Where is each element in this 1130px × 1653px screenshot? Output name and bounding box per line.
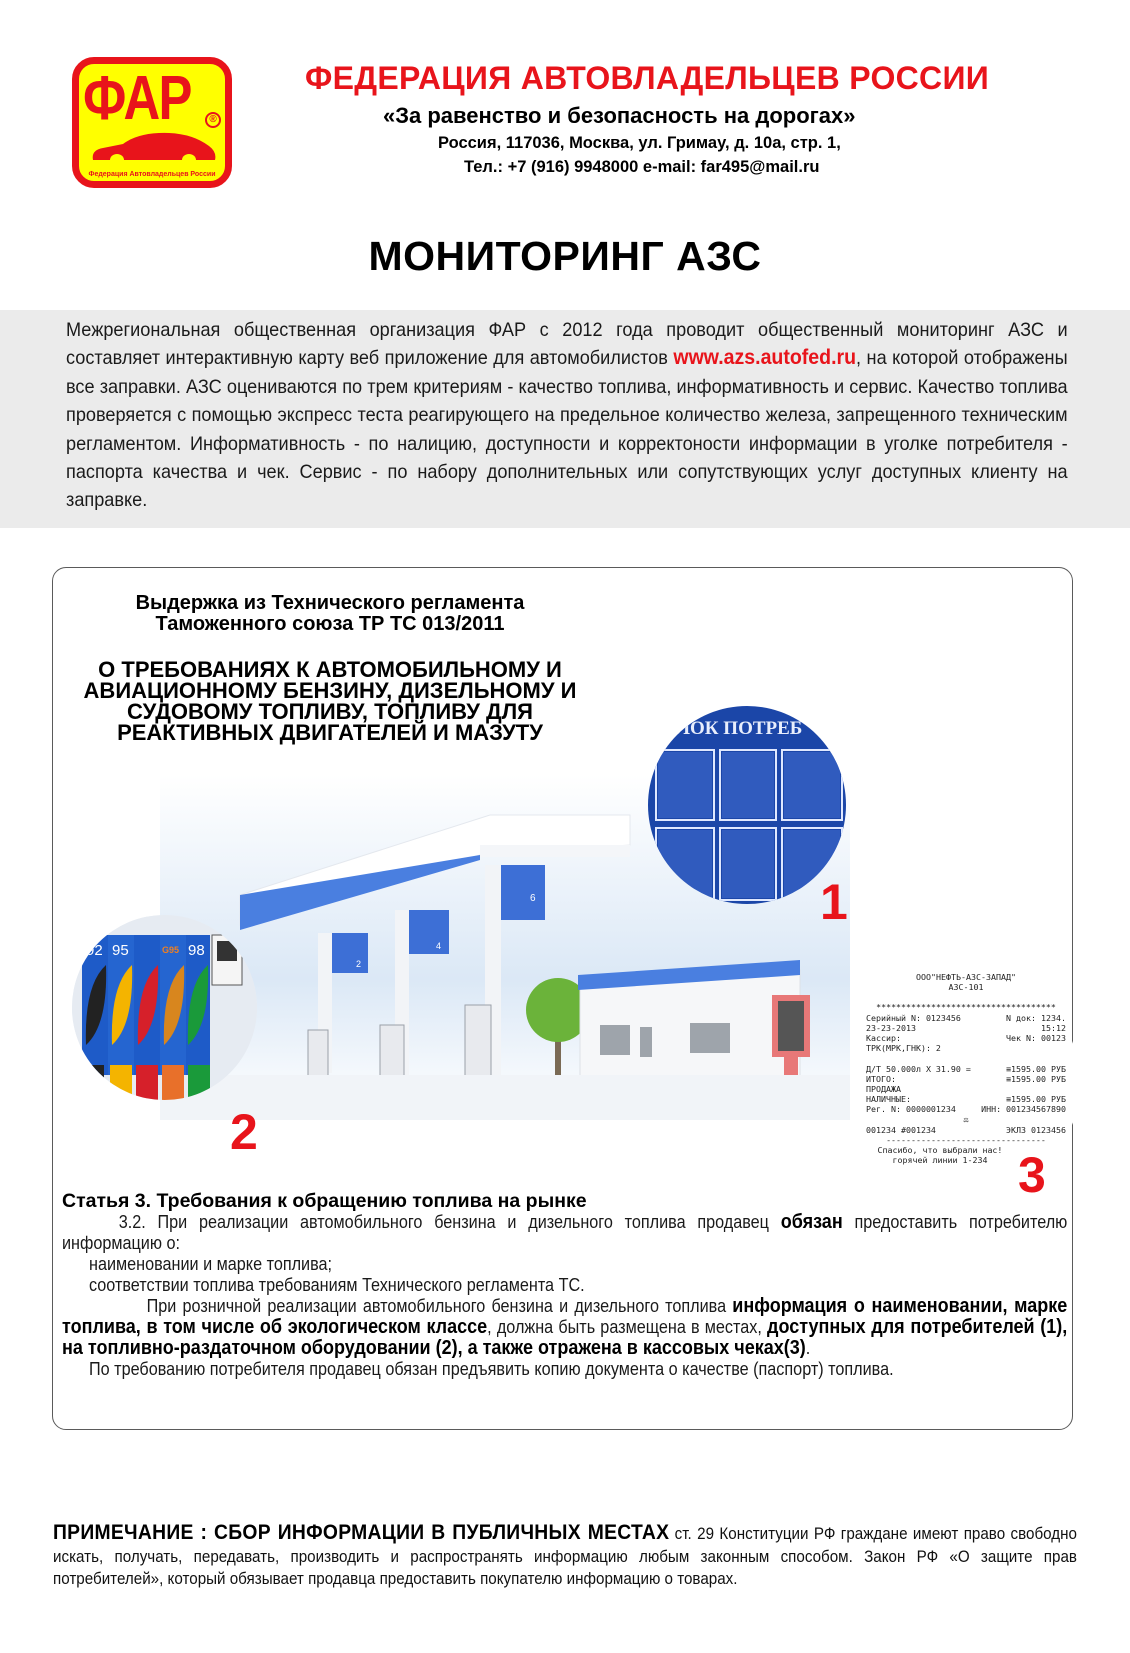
receipt-row (866, 1023, 1066, 1033)
receipt-footer-left: 001234 #001234 (866, 1124, 936, 1135)
receipt-label: 23-23-2013 (866, 1022, 916, 1033)
marker-3: 3 (1018, 1147, 1046, 1203)
receipt-value: ≡1595.00 РУБ (1006, 1073, 1066, 1084)
fuel-pump-photo (72, 915, 257, 1100)
article-paragraph-3: По требованию потребителя продавец обязан предъявить копию документа о качестве (паспорт) топлива. (89, 1359, 894, 1379)
regulation-heading (60, 593, 600, 635)
p2-bold-2: доступных для потребителей (1), на топливно-раздаточном оборудовании (2), а также отражена в кассовых чеках(3) (62, 1316, 1068, 1359)
ground (160, 1075, 850, 1120)
receipt-value: ≡1595.00 РУБ (1006, 1094, 1066, 1105)
pillar-number-6: 6 (530, 893, 536, 904)
car-icon (89, 130, 221, 166)
receipt-label: НАЛИЧНЫЕ: (866, 1094, 911, 1105)
note-heading: ПРИМЕЧАНИЕ : СБОР ИНФОРМАЦИИ В ПУБЛИЧНЫХ МЕСТАХ (53, 1521, 670, 1544)
logo-caption: Федерация Автовладельцев России (88, 171, 216, 178)
article-paragraph-2 (62, 1296, 1067, 1359)
article-paragraph-1 (62, 1212, 1067, 1254)
p1-start: 3.2. При реализации автомобильного бензина и дизельного топлива продавец (118, 1212, 781, 1232)
p2-bold-1: информация о наименовании, марке топлива, в том числе об экологическом классе (62, 1295, 1068, 1338)
footer-note (53, 1522, 1077, 1591)
receipt-stars: ************************************ (876, 1002, 1056, 1013)
p2-end: . (805, 1338, 811, 1358)
receipt-row (866, 1094, 1066, 1104)
grade-98: 98 (188, 942, 205, 959)
consumer-corner-title: ОЛОК ПОТРЕБ (662, 718, 803, 739)
receipt-label: ТРК(МРК,ГНК): 2 (866, 1043, 941, 1054)
marker-1: 1 (820, 874, 848, 930)
org-address: Россия, 117036, Москва, ул. Гримау, д. 10а, стр. 1, (438, 134, 841, 152)
receipt-label: ИТОГО: (866, 1073, 896, 1084)
receipt-row (866, 1053, 1066, 1063)
receipt-row (866, 1104, 1066, 1114)
marker-2: 2 (230, 1104, 258, 1160)
grade-g95: G95 (162, 945, 180, 955)
grade-92: 92 (86, 942, 103, 959)
receipt-station: АЗС-101 (948, 982, 984, 993)
receipt-row (866, 1074, 1066, 1084)
page-title: МОНИТОРИНГ АЗС (368, 233, 762, 279)
article-section (62, 1190, 1067, 1380)
receipt-label: ПРОДАЖА (866, 1083, 901, 1094)
receipt-row (866, 1013, 1066, 1023)
shop-building (578, 960, 800, 1090)
pillar-number-4: 4 (436, 941, 442, 951)
registered-mark-icon: ® (205, 112, 221, 128)
p2-start: При розничной реализации автомобильного бензина и дизельного топлива (146, 1296, 733, 1316)
p2-mid: , должна быть размещена в местах, (487, 1317, 768, 1337)
receipt-value: ≡1595.00 РУБ (1006, 1063, 1066, 1074)
org-name: ФЕДЕРАЦИЯ АВТОВЛАДЕЛЬЦЕВ РОССИИ (305, 60, 990, 96)
p1-end: предоставить потребителю информацию о: (62, 1212, 1068, 1253)
org-motto: «За равенство и безопасность на дорогах» (383, 103, 856, 128)
receipt-value: 15:12 (1041, 1022, 1066, 1033)
regulation-subheading: О ТРЕБОВАНИЯХ К АВТОМОБИЛЬНОМУ И АВИАЦИОННОМУ БЕНЗИНУ, ДИЗЕЛЬНОМУ И СУДОВОМУ ТОПЛИВУ, ТОПЛИВУ ДЛЯ РЕАКТИВНЫХ ДВИГАТЕЛЕЙ И МАЗУТУ (83, 657, 577, 745)
intro-text-end: , на которой отображены все заправки. АЗС оцениваются по трем критериям - качество топлива, информативность и сервис. Качество топлива проверяется с помощью экспресс теста реагирующего на предельное количество железа, запрещенного техническим регламентом. Информативность - по налицию, доступности и корректоности информации в уголке потребителя - паспорта качества и чек. Сервис - по набору дополнительных или сопутствующих услуг доступных клиенту на заправке. (66, 347, 1068, 512)
logo-letters: ФАР (83, 64, 191, 133)
org-contact: Тел.: +7 (916) 9948000 e-mail: far495@mail.ru (464, 158, 820, 176)
website-link[interactable]: www.azs.autofed.ru (673, 346, 857, 370)
fuel-pump-nozzles (72, 915, 257, 1100)
canopy-front (480, 845, 630, 857)
receipt-value: N док: 1234. (1006, 1012, 1066, 1023)
pillar-number-2: 2 (356, 959, 362, 969)
receipt-label: Д/Т 50.000л X 31.90 = (866, 1063, 971, 1074)
receipt-value: ИНН: 001234567890 (981, 1104, 1066, 1115)
receipt-label: Серийный N: 0123456 (866, 1012, 961, 1023)
note-paragraph (53, 1522, 1077, 1591)
intro-paragraph (66, 316, 1068, 515)
receipt-thanks: Спасибо, что выбрали нас! (877, 1145, 1003, 1156)
far-logo (72, 57, 232, 188)
receipt-footer-right: ЭКЛЗ 0123456 (1006, 1124, 1066, 1135)
receipt-label: Кассир: (866, 1032, 901, 1043)
receipt-value: Чек N: 00123 (1006, 1032, 1066, 1043)
stand-pockets (648, 706, 846, 904)
article-item-1: наименовании и марке топлива; (89, 1254, 333, 1274)
receipt-rows (866, 1013, 1066, 1115)
article-item-2: соответствии топлива требованиям Технического регламента ТС. (89, 1275, 585, 1295)
receipt-footer (866, 1125, 1066, 1135)
article-title: Статья 3. Требования к обращению топлива на рынке (62, 1190, 587, 1212)
regulation-heading-line2: Таможенного союза ТР ТС 013/2011 (155, 613, 505, 635)
grade-95: 95 (112, 942, 129, 959)
regulation-heading-line1: Выдержка из Технического регламента (135, 592, 525, 614)
receipt-seal-icon: ⚖ (963, 1114, 969, 1125)
consumer-corner-photo (648, 706, 846, 904)
receipt-company: ООО"НЕФТЬ-АЗС-ЗАПАД" (916, 972, 1016, 982)
receipt-row (866, 1033, 1066, 1043)
note-text: ст. 29 Конституции РФ граждане имеют право свободно искать, получать, передавать, производить и распространять информацию любым законным способом. Закон РФ «О защите прав потребителей», который обязывает продавца предоставить покупателю информацию о товарах. (53, 1525, 1077, 1588)
receipt-hotline: горячей линии 1-234 (892, 1155, 988, 1166)
p1-bold: обязан (780, 1211, 843, 1233)
receipt-row (866, 1084, 1066, 1094)
receipt-row (866, 1064, 1066, 1074)
receipt-label: Рег. N: 0000001234 (866, 1104, 956, 1115)
intro-text-start: Межрегиональная общественная организация ФАР с 2012 года проводит общественный мониторинг АЗС и составляет интерактивную карту веб приложение для автомобилистов (66, 319, 1068, 370)
cash-receipt (866, 972, 1066, 1165)
receipt-dashes: -------------------------------- (886, 1134, 1046, 1145)
receipt-row (866, 1043, 1066, 1053)
